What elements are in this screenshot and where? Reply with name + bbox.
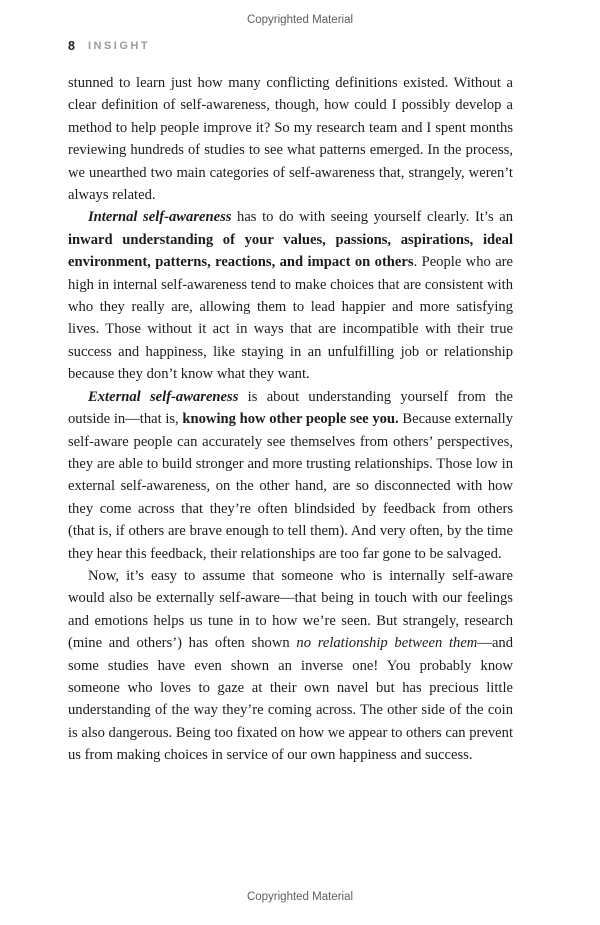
- text-segment: Internal self-awareness: [88, 209, 232, 226]
- text-segment: no relationship between them: [296, 635, 478, 652]
- text-segment: . People who are high in internal self-awareness tend to make choices that are consistent with who they really are, allowing them to lead happier and more satisfying lives. Those without it act in ways that are incompatible with their true success and happiness, like staying in an unfulfilling job or relationship because they don’t know what they want.: [68, 254, 514, 383]
- paragraph: [68, 386, 513, 565]
- text-segment: stunned to learn just how many conflicting definitions existed. Without a clear definition of self-awareness, though, how could I possibly develop a method to help people improve it? So my research team and I spent months reviewing hundreds of studies to see what patterns emerged. In the process, we unearthed two main categories of self-awareness that, strangely, weren’t always related.: [68, 75, 513, 204]
- body-text: [68, 72, 513, 767]
- running-head-title: INSIGHT: [87, 40, 151, 52]
- text-segment: —and some studies have even shown an inverse one! You probably know someone who loves to gaze at their own navel but has precious little understanding of the way they’re coming across. The other side of the coin is also dangerous. Being too fixated on how we appear to others can prevent us from making choices in service of our own happiness and success.: [68, 635, 514, 764]
- copyright-notice-top: Copyrighted Material: [246, 14, 354, 26]
- page-header: [68, 37, 512, 55]
- text-segment: Because externally self-aware people can accurately see themselves from others’ perspectives, they are able to build stronger and more trusting relationships. Those low in external self-awareness, on the other hand, are so disconnected with how they come across that they’re often blindsided by feedback from others (that is, if others are brave enough to tell them). And very often, by the time they hear this feedback, their relationships are too far gone to be salvaged.: [68, 411, 514, 562]
- text-segment: inward understanding of your values, passions, aspirations, ideal environment, patterns, reactions, and impact on others: [68, 231, 513, 271]
- text-segment: has to do with seeing yourself clearly. It’s an: [231, 209, 513, 226]
- text-segment: External self-awareness: [88, 388, 239, 405]
- paragraph: [68, 206, 513, 385]
- page-number: 8: [68, 39, 75, 53]
- paragraph: [68, 565, 513, 767]
- text-segment: knowing how other people see you.: [182, 411, 399, 428]
- text-segment: Now, it’s easy to assume that someone who is internally self-aware would also be externally self-aware—that being in touch with our feelings and emotions helps us tune in to how we’re seen. But strangely, research (mine and others’) has often shown: [68, 567, 513, 652]
- copyright-notice-bottom: Copyrighted Material: [246, 891, 354, 903]
- text-segment: is about understanding yourself from the outside in—that is,: [68, 388, 513, 428]
- paragraph: [68, 72, 513, 206]
